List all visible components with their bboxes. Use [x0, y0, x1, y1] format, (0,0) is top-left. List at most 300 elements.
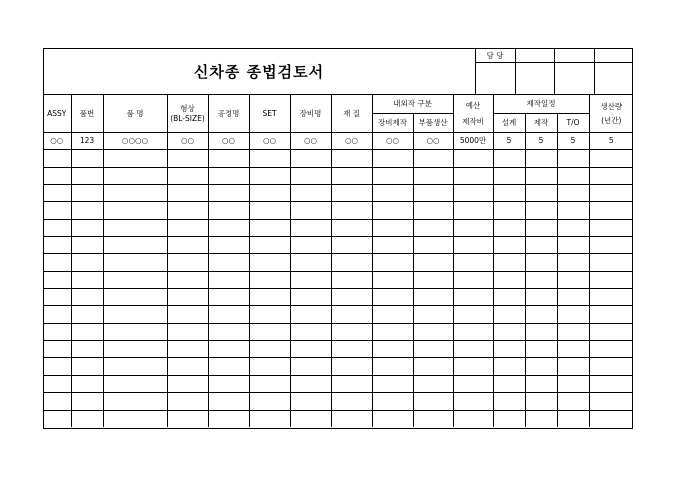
table-row-empty	[43, 167, 633, 184]
cell-process-name	[208, 306, 249, 323]
cell-assy	[43, 306, 71, 323]
cell-assy	[43, 289, 71, 306]
header-output	[589, 95, 633, 133]
cell-design	[493, 150, 525, 167]
cell-parts-production	[413, 150, 453, 167]
cell-shape	[167, 410, 208, 427]
cell-part-name	[103, 323, 167, 340]
table-row-empty	[43, 237, 633, 254]
cell-shape	[167, 323, 208, 340]
cell-part-no	[71, 202, 103, 219]
header-equipment-make: 장비제작	[372, 114, 413, 133]
cell-output	[589, 341, 633, 358]
table-row-empty	[43, 341, 633, 358]
cell-equipment-name	[290, 271, 331, 288]
cell-equipment-make	[372, 202, 413, 219]
cell-process-name	[208, 150, 249, 167]
cell-equipment-name	[290, 323, 331, 340]
cell-to	[557, 150, 589, 167]
cell-set	[249, 202, 290, 219]
cell-material	[331, 289, 372, 306]
table-row-empty	[43, 185, 633, 202]
cell-design	[493, 271, 525, 288]
header-budget	[453, 95, 493, 133]
cell-equipment-name	[290, 393, 331, 410]
header-design: 설계	[493, 114, 525, 133]
cell-part-name	[103, 375, 167, 392]
table-row-empty	[43, 202, 633, 219]
cell-equipment-make	[372, 271, 413, 288]
cell-set	[249, 185, 290, 202]
header-shape-line1: 형상	[180, 104, 195, 114]
header-part-no: 품번	[71, 95, 103, 133]
cell-shape	[167, 185, 208, 202]
cell-material	[331, 306, 372, 323]
cell-to	[557, 323, 589, 340]
header-process-name: 공정명	[208, 95, 249, 133]
cell-budget	[453, 185, 493, 202]
cell-make	[525, 202, 557, 219]
cell-part-no	[71, 237, 103, 254]
cell-process-name	[208, 323, 249, 340]
cell-assy: ○○	[43, 133, 71, 150]
cell-to	[557, 306, 589, 323]
cell-to	[557, 254, 589, 271]
cell-process-name	[208, 358, 249, 375]
cell-part-name	[103, 393, 167, 410]
cell-equipment-make	[372, 289, 413, 306]
cell-equipment-make	[372, 410, 413, 427]
cell-design	[493, 237, 525, 254]
cell-make	[525, 410, 557, 427]
header-shape-line2: (BL-SIZE)	[170, 113, 205, 123]
cell-part-no	[71, 358, 103, 375]
cell-part-name	[103, 271, 167, 288]
table-row-empty	[43, 410, 633, 427]
cell-equipment-name	[290, 254, 331, 271]
approval-box	[475, 48, 633, 94]
cell-output	[589, 323, 633, 340]
cell-assy	[43, 410, 71, 427]
cell-set	[249, 167, 290, 184]
cell-output	[589, 271, 633, 288]
cell-equipment-make	[372, 323, 413, 340]
table-row-empty	[43, 271, 633, 288]
cell-shape	[167, 202, 208, 219]
table-row-empty	[43, 254, 633, 271]
cell-material	[331, 150, 372, 167]
cell-process-name	[208, 237, 249, 254]
cell-part-no	[71, 306, 103, 323]
cell-design: 5	[493, 133, 525, 150]
cell-part-no	[71, 254, 103, 271]
cell-to	[557, 185, 589, 202]
cell-part-name	[103, 358, 167, 375]
cell-design	[493, 202, 525, 219]
cell-equipment-name	[290, 202, 331, 219]
cell-parts-production	[413, 393, 453, 410]
cell-equipment-name	[290, 219, 331, 236]
cell-set	[249, 410, 290, 427]
cell-to	[557, 219, 589, 236]
cell-set	[249, 254, 290, 271]
cell-output	[589, 167, 633, 184]
cell-part-name	[103, 150, 167, 167]
cell-design	[493, 375, 525, 392]
cell-material	[331, 358, 372, 375]
cell-part-name: ○○○○	[103, 133, 167, 150]
cell-set	[249, 375, 290, 392]
cell-assy	[43, 219, 71, 236]
cell-equipment-name	[290, 341, 331, 358]
cell-part-no: 123	[71, 133, 103, 150]
cell-part-no	[71, 375, 103, 392]
cell-equipment-make	[372, 167, 413, 184]
cell-parts-production	[413, 167, 453, 184]
cell-parts-production: ○○	[413, 133, 453, 150]
cell-output	[589, 150, 633, 167]
cell-design	[493, 289, 525, 306]
cell-parts-production	[413, 306, 453, 323]
cell-to	[557, 393, 589, 410]
review-table	[43, 94, 633, 427]
approval-divider	[515, 48, 516, 94]
header-material: 재 질	[331, 95, 372, 133]
cell-assy	[43, 237, 71, 254]
table-row-empty	[43, 289, 633, 306]
cell-equipment-make: ○○	[372, 133, 413, 150]
cell-part-no	[71, 323, 103, 340]
cell-assy	[43, 150, 71, 167]
cell-part-name	[103, 341, 167, 358]
cell-set	[249, 219, 290, 236]
cell-parts-production	[413, 185, 453, 202]
cell-make	[525, 289, 557, 306]
cell-budget: 5000만	[453, 133, 493, 150]
cell-budget	[453, 289, 493, 306]
cell-make	[525, 271, 557, 288]
cell-make	[525, 185, 557, 202]
cell-budget	[453, 306, 493, 323]
cell-material	[331, 375, 372, 392]
cell-budget	[453, 254, 493, 271]
table-row-empty	[43, 393, 633, 410]
cell-shape	[167, 167, 208, 184]
cell-parts-production	[413, 341, 453, 358]
cell-equipment-make	[372, 375, 413, 392]
cell-shape: ○○	[167, 133, 208, 150]
cell-parts-production	[413, 358, 453, 375]
cell-equipment-make	[372, 150, 413, 167]
cell-equipment-make	[372, 237, 413, 254]
cell-output	[589, 237, 633, 254]
header-schedule-group: 제작일정	[493, 95, 589, 114]
cell-assy	[43, 202, 71, 219]
header-to: T/O	[557, 114, 589, 133]
cell-material	[331, 393, 372, 410]
cell-set	[249, 150, 290, 167]
cell-assy	[43, 358, 71, 375]
cell-part-name	[103, 289, 167, 306]
cell-parts-production	[413, 410, 453, 427]
cell-shape	[167, 306, 208, 323]
header-shape	[167, 95, 208, 133]
cell-make	[525, 219, 557, 236]
cell-shape	[167, 358, 208, 375]
approval-divider	[475, 62, 633, 63]
cell-make	[525, 341, 557, 358]
cell-shape	[167, 289, 208, 306]
cell-output	[589, 219, 633, 236]
cell-shape	[167, 271, 208, 288]
cell-equipment-name	[290, 185, 331, 202]
cell-set	[249, 323, 290, 340]
cell-equipment-name	[290, 167, 331, 184]
cell-design	[493, 393, 525, 410]
cell-design	[493, 358, 525, 375]
cell-parts-production	[413, 271, 453, 288]
cell-material	[331, 219, 372, 236]
cell-part-no	[71, 167, 103, 184]
cell-process-name	[208, 167, 249, 184]
cell-assy	[43, 375, 71, 392]
cell-budget	[453, 410, 493, 427]
approval-header: 담 당	[486, 50, 504, 60]
cell-assy	[43, 323, 71, 340]
cell-material	[331, 185, 372, 202]
cell-part-name	[103, 202, 167, 219]
cell-to	[557, 237, 589, 254]
cell-make	[525, 150, 557, 167]
header-set: SET	[249, 95, 290, 133]
cell-part-no	[71, 271, 103, 288]
cell-to	[557, 358, 589, 375]
cell-process-name	[208, 341, 249, 358]
cell-make	[525, 358, 557, 375]
cell-process-name	[208, 271, 249, 288]
cell-make: 5	[525, 133, 557, 150]
cell-budget	[453, 341, 493, 358]
cell-assy	[43, 393, 71, 410]
cell-equipment-make	[372, 219, 413, 236]
cell-make	[525, 323, 557, 340]
header-make: 제작	[525, 114, 557, 133]
review-sheet	[43, 48, 633, 429]
header-parts-production: 부품생산	[413, 114, 453, 133]
header-part-name: 품 명	[103, 95, 167, 133]
cell-shape	[167, 237, 208, 254]
cell-assy	[43, 271, 71, 288]
cell-parts-production	[413, 202, 453, 219]
cell-equipment-make	[372, 393, 413, 410]
cell-part-name	[103, 254, 167, 271]
cell-budget	[453, 358, 493, 375]
cell-set	[249, 237, 290, 254]
cell-equipment-name	[290, 150, 331, 167]
cell-shape	[167, 341, 208, 358]
header-inout-group: 내외작 구분	[372, 95, 453, 114]
cell-make	[525, 393, 557, 410]
cell-part-no	[71, 341, 103, 358]
cell-output	[589, 185, 633, 202]
cell-process-name	[208, 219, 249, 236]
cell-budget	[453, 202, 493, 219]
cell-part-no	[71, 289, 103, 306]
cell-equipment-name	[290, 375, 331, 392]
cell-assy	[43, 185, 71, 202]
cell-set	[249, 341, 290, 358]
cell-parts-production	[413, 289, 453, 306]
cell-design	[493, 167, 525, 184]
cell-design	[493, 323, 525, 340]
cell-to	[557, 375, 589, 392]
cell-equipment-name	[290, 237, 331, 254]
cell-process-name	[208, 254, 249, 271]
cell-material	[331, 271, 372, 288]
cell-process-name	[208, 393, 249, 410]
cell-equipment-name	[290, 289, 331, 306]
cell-material	[331, 323, 372, 340]
cell-output	[589, 202, 633, 219]
cell-part-name	[103, 185, 167, 202]
cell-design	[493, 410, 525, 427]
cell-parts-production	[413, 375, 453, 392]
cell-part-name	[103, 237, 167, 254]
cell-output	[589, 393, 633, 410]
header-row	[43, 95, 633, 114]
cell-part-no	[71, 185, 103, 202]
cell-to	[557, 167, 589, 184]
cell-budget	[453, 237, 493, 254]
cell-assy	[43, 167, 71, 184]
cell-equipment-make	[372, 341, 413, 358]
table-row-empty	[43, 323, 633, 340]
cell-process-name	[208, 202, 249, 219]
cell-equipment-make	[372, 358, 413, 375]
header-budget-line1: 예산	[465, 101, 481, 111]
cell-design	[493, 306, 525, 323]
cell-budget	[453, 323, 493, 340]
cell-to	[557, 289, 589, 306]
cell-budget	[453, 271, 493, 288]
cell-set	[249, 306, 290, 323]
header-assy: ASSY	[43, 95, 71, 133]
cell-make	[525, 306, 557, 323]
cell-equipment-name	[290, 410, 331, 427]
cell-part-no	[71, 219, 103, 236]
table-row-empty	[43, 375, 633, 392]
cell-equipment-name	[290, 306, 331, 323]
table-row-empty	[43, 219, 633, 236]
cell-part-no	[71, 150, 103, 167]
cell-to	[557, 202, 589, 219]
cell-output	[589, 306, 633, 323]
cell-material	[331, 167, 372, 184]
cell-process-name	[208, 410, 249, 427]
cell-budget	[453, 393, 493, 410]
header-equipment-name: 장비명	[290, 95, 331, 133]
cell-parts-production	[413, 254, 453, 271]
cell-set: ○○	[249, 133, 290, 150]
cell-shape	[167, 393, 208, 410]
table-row-empty	[43, 306, 633, 323]
cell-part-no	[71, 393, 103, 410]
cell-equipment-make	[372, 185, 413, 202]
cell-material: ○○	[331, 133, 372, 150]
cell-budget	[453, 150, 493, 167]
cell-material	[331, 341, 372, 358]
cell-budget	[453, 219, 493, 236]
cell-equipment-name	[290, 358, 331, 375]
cell-set	[249, 358, 290, 375]
cell-assy	[43, 254, 71, 271]
approval-divider	[554, 48, 555, 94]
cell-to	[557, 410, 589, 427]
cell-output: 5	[589, 133, 633, 150]
cell-shape	[167, 375, 208, 392]
table-row	[43, 133, 633, 150]
cell-shape	[167, 150, 208, 167]
cell-to	[557, 271, 589, 288]
cell-to: 5	[557, 133, 589, 150]
header-budget-line2: 제작비	[462, 116, 484, 126]
cell-equipment-name: ○○	[290, 133, 331, 150]
cell-make	[525, 375, 557, 392]
cell-parts-production	[413, 237, 453, 254]
cell-output	[589, 289, 633, 306]
cell-design	[493, 219, 525, 236]
cell-assy	[43, 341, 71, 358]
cell-part-name	[103, 219, 167, 236]
cell-make	[525, 254, 557, 271]
cell-parts-production	[413, 323, 453, 340]
cell-shape	[167, 254, 208, 271]
cell-budget	[453, 167, 493, 184]
header-output-line1: 생산량	[600, 101, 623, 111]
cell-set	[249, 393, 290, 410]
cell-design	[493, 341, 525, 358]
table-row-empty	[43, 150, 633, 167]
cell-material	[331, 202, 372, 219]
document-title: 신차종 종법검토서	[193, 62, 325, 81]
cell-make	[525, 167, 557, 184]
cell-set	[249, 289, 290, 306]
cell-parts-production	[413, 219, 453, 236]
table-row-empty	[43, 358, 633, 375]
cell-output	[589, 375, 633, 392]
cell-material	[331, 254, 372, 271]
cell-process-name	[208, 375, 249, 392]
cell-part-name	[103, 167, 167, 184]
approval-divider	[594, 48, 595, 94]
cell-part-name	[103, 410, 167, 427]
cell-process-name	[208, 185, 249, 202]
cell-process-name	[208, 289, 249, 306]
cell-design	[493, 185, 525, 202]
cell-shape	[167, 219, 208, 236]
cell-budget	[453, 375, 493, 392]
cell-output	[589, 254, 633, 271]
header-output-line2: (년간)	[601, 116, 622, 125]
cell-to	[557, 341, 589, 358]
cell-part-name	[103, 306, 167, 323]
cell-equipment-make	[372, 306, 413, 323]
cell-output	[589, 358, 633, 375]
cell-make	[525, 237, 557, 254]
cell-equipment-make	[372, 254, 413, 271]
cell-output	[589, 410, 633, 427]
cell-material	[331, 410, 372, 427]
